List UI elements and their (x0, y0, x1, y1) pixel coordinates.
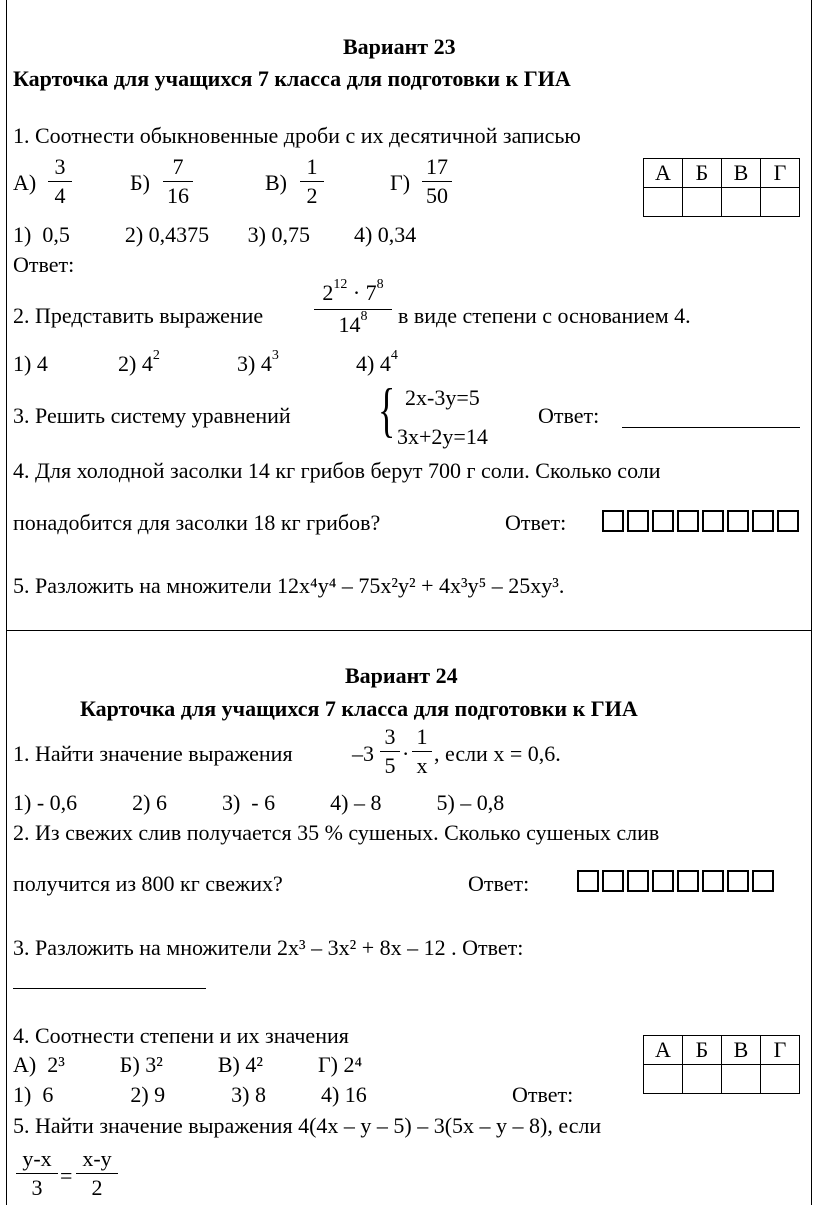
v24-q3-text: 3. Разложить на множители 2х³ – 3х² + 8х – 12 . Ответ: (13, 935, 524, 960)
v23-q2-opt3: 3) $4^3$ (237, 348, 279, 376)
v23-q3-text: 3. Решить систему уравнений (13, 403, 291, 428)
v24-q1-dot: · (402, 741, 410, 766)
v24-q4-answer-label: Ответ: (512, 1082, 574, 1107)
grid-header: В (722, 1036, 761, 1065)
v23-q4-line1: 4. Для холодной засолки 14 кг грибов берут 700 г соли. Сколько соли (13, 458, 661, 483)
grid-cell[interactable] (683, 188, 722, 217)
grid-cell[interactable] (722, 1065, 761, 1094)
v24-q3-answer-line[interactable] (13, 988, 206, 989)
v23-q1-label-c: В) (265, 170, 287, 195)
v23-q4-line2: понадобится для засолки 18 кг грибов? (13, 510, 381, 535)
v24-q1-text-after: , если х = 0,6. (434, 741, 561, 766)
v23-q1-label-d: Г) (390, 170, 411, 195)
v24-q1-text-before: 1. Найти значение выражения (13, 741, 293, 766)
v23-q1-frac-a: 3 4 (48, 156, 72, 207)
v23-q2-fraction: $2^{12} \cdot 7^8$ $14^8$ (314, 282, 392, 337)
grid-cell[interactable] (722, 188, 761, 217)
v23-q2-opt2: 2) $4^2$ (118, 348, 160, 376)
v23-q2-text-after: в виде степени с основанием 4. (398, 303, 691, 328)
v23-q1-answer-label: Ответ: (13, 252, 75, 277)
v24-q1-options: 1) - 0,6 2) 6 3) - 6 4) – 8 5) – 0,8 (13, 790, 505, 815)
v23-q1-options: 1) 0,5 2) 0,4375 3) 0,75 4) 0,34 (13, 222, 417, 247)
v24-q4-answer-grid (643, 1035, 800, 1094)
v23-q3-eq2: 3х+2у=14 (397, 424, 488, 449)
grid-header: Б (683, 1036, 722, 1065)
grid-header: Г (761, 159, 800, 188)
v23-q3-answer-line[interactable] (622, 427, 800, 428)
grid-header: Г (761, 1036, 800, 1065)
v23-q1-frac-c: 1 2 (300, 156, 324, 207)
v24-q1-frac1: 3 5 (380, 726, 400, 777)
v24-q5-eq: = (60, 1163, 73, 1188)
v23-q1-answer-grid (643, 158, 800, 217)
v24-q5-text: 5. Найти значение выражения 4(4х – у – 5) – 3(5х – у – 8), если (13, 1113, 602, 1138)
v24-q5-frac1: у-х 3 (16, 1148, 58, 1199)
v24-q2-answer-label: Ответ: (468, 871, 530, 896)
grid-header: В (722, 159, 761, 188)
grid-cell[interactable] (683, 1065, 722, 1094)
v23-q1-text: 1. Соотнести обыкновенные дроби с их десятичной записью (13, 123, 581, 148)
v23-q2-text-before: 2. Представить выражение (13, 303, 264, 328)
v24-q2-line2: получится из 800 кг свежих? (13, 871, 283, 896)
v23-q3-answer-label: Ответ: (538, 403, 600, 428)
grid-cell[interactable] (644, 1065, 683, 1094)
v24-q4-items: А) 2³ Б) 3² В) 4² Г) 2⁴ (13, 1052, 363, 1077)
v23-title: Вариант 23 (343, 34, 456, 59)
v24-q1-frac2: 1 x (412, 726, 432, 777)
v24-q2-answer-boxes[interactable] (577, 870, 774, 892)
v23-q2-opt4: 4) $4^4$ (356, 348, 398, 376)
v23-q1-label-b: Б) (130, 170, 150, 195)
v24-q4-values: 1) 6 2) 9 3) 8 4) 16 (13, 1082, 367, 1107)
v23-q3-eq1: 2х-3у=5 (405, 385, 480, 410)
v23-q1-frac-b: 7 16 (163, 156, 193, 207)
v23-q1-label-a: А) (13, 170, 37, 195)
v24-title: Вариант 24 (345, 663, 458, 688)
v23-q1-frac-d: 17 50 (422, 156, 452, 207)
v24-q2-line1: 2. Из свежих слив получается 35 % сушеных. Сколько сушеных слив (13, 820, 660, 845)
v23-q5-text: 5. Разложить на множители 12x⁴y⁴ – 75x²y² + 4x³y⁵ – 25xy³. (13, 573, 565, 598)
v24-subtitle: Карточка для учащихся 7 класса для подготовки к ГИА (80, 696, 638, 721)
v23-q2-opt1: 1) 4 (13, 351, 48, 376)
grid-cell[interactable] (761, 188, 800, 217)
v23-subtitle: Карточка для учащихся 7 класса для подготовки к ГИА (13, 66, 571, 91)
grid-header: А (644, 159, 683, 188)
v23-q4-answer-boxes[interactable] (602, 510, 799, 532)
grid-header: А (644, 1036, 683, 1065)
grid-header: Б (683, 159, 722, 188)
v24-q5-frac2: х-у 2 (76, 1148, 118, 1199)
v23-q3-brace: { (378, 377, 396, 443)
grid-cell[interactable] (761, 1065, 800, 1094)
v24-q4-text: 4. Соотнести степени и их значения (13, 1023, 349, 1048)
v24-q1-whole: –3 (352, 741, 374, 766)
v23-q4-answer-label: Ответ: (505, 510, 567, 535)
grid-cell[interactable] (644, 188, 683, 217)
